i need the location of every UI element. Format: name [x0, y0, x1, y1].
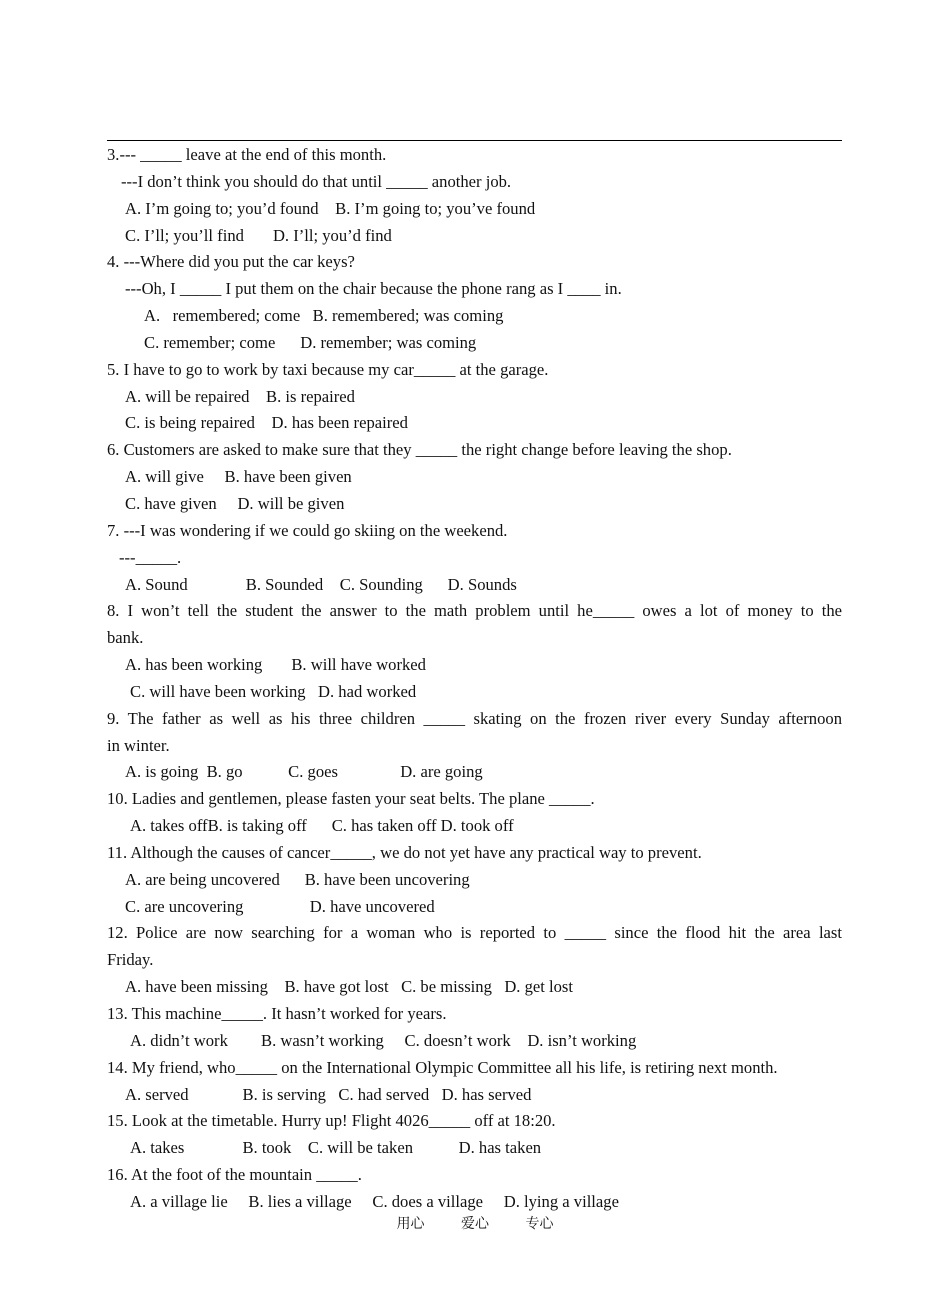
q14-stem: 14. My friend, who_____ on the International Olympic Committee all his life, is retiring next month.: [107, 1057, 778, 1077]
q3-reply: ---I don’t think you should do that until _____ another job.: [121, 171, 512, 191]
q11-options-ab: A. are being uncovered B. have been uncovering: [125, 869, 470, 889]
q8-options-cd: C. will have been working D. had worked: [130, 681, 417, 701]
q4-reply: ---Oh, I _____ I put them on the chair because the phone rang as I ____ in.: [125, 279, 622, 299]
q3-options-ab: A. I’m going to; you’d found B. I’m going to; you’ve found: [125, 198, 536, 218]
question-page: [107, 142, 842, 1216]
q16-options: A. a village lie B. lies a village C. does a village D. lying a village: [130, 1191, 619, 1211]
q4-stem: 4. ---Where did you put the car keys?: [107, 252, 355, 272]
q6-options-cd: C. have given D. will be given: [125, 493, 345, 513]
footer-word-2: 爱心: [461, 1216, 489, 1232]
q7-options: A. Sound B. Sounded C. Sounding D. Sounds: [125, 574, 517, 594]
q11-stem: 11. Although the causes of cancer_____, we do not yet have any practical way to prevent.: [107, 842, 702, 862]
q8-stem-cont: bank.: [107, 628, 144, 648]
q9-stem-cont: in winter.: [107, 735, 170, 755]
footer-word-1: 用心: [396, 1216, 425, 1232]
q10-stem: 10. Ladies and gentlemen, please fasten your seat belts. The plane _____.: [107, 789, 595, 809]
q8-stem: 8. I won’t tell the student the answer to the math problem until he_____ owes a lot of money to the: [107, 601, 842, 621]
footer-word-3: 专心: [525, 1216, 554, 1232]
q5-options-cd: C. is being repaired D. has been repaired: [125, 413, 408, 433]
q13-stem: 13. This machine_____. It hasn’t worked for years.: [107, 1004, 447, 1023]
q3-options-cd: C. I’ll; you’ll find D. I’ll; you’d find: [125, 225, 392, 245]
q12-stem-cont: Friday.: [107, 950, 154, 970]
q7-reply: ---_____.: [119, 547, 182, 567]
q5-stem: 5. I have to go to work by taxi because my car_____ at the garage.: [107, 359, 549, 379]
q14-options: A. served B. is serving C. had served D. has served: [125, 1084, 532, 1104]
q10-options: A. takes offB. is taking off C. has taken off D. took off: [130, 816, 514, 836]
q15-options: A. takes B. took C. will be taken D. has taken: [130, 1138, 542, 1158]
q12-options: A. have been missing B. have got lost C. be missing D. get lost: [125, 977, 573, 997]
q3-stem: 3.--- _____ leave at the end of this month.: [107, 145, 387, 164]
q5-options-ab: A. will be repaired B. is repaired: [125, 386, 355, 406]
q9-stem: 9. The father as well as his three children _____ skating on the frozen river every Sunday afternoon: [107, 708, 842, 728]
q7-stem: 7. ---I was wondering if we could go skiing on the weekend.: [107, 520, 508, 540]
q16-stem: 16. At the foot of the mountain _____.: [107, 1165, 362, 1185]
q4-options-cd: C. remember; come D. remember; was coming: [144, 332, 477, 352]
page-footer: [0, 1213, 950, 1233]
q4-options-ab: A. remembered; come B. remembered; was coming: [144, 306, 504, 326]
header-rule: [107, 140, 842, 141]
q12-stem: 12. Police are now searching for a woman who is reported to _____ since the flood hit the area last: [107, 923, 842, 943]
q9-options: A. is going B. go C. goes D. are going: [125, 762, 483, 782]
q8-options-ab: A. has been working B. will have worked: [125, 655, 426, 675]
q13-options: A. didn’t work B. wasn’t working C. doesn’t work D. isn’t working: [130, 1030, 637, 1050]
q6-options-ab: A. will give B. have been given: [125, 467, 352, 487]
q15-stem: 15. Look at the timetable. Hurry up! Flight 4026_____ off at 18:20.: [107, 1111, 556, 1131]
q6-stem: 6. Customers are asked to make sure that they _____ the right change before leaving the shop.: [107, 440, 732, 460]
q11-options-cd: C. are uncovering D. have uncovered: [125, 896, 435, 916]
